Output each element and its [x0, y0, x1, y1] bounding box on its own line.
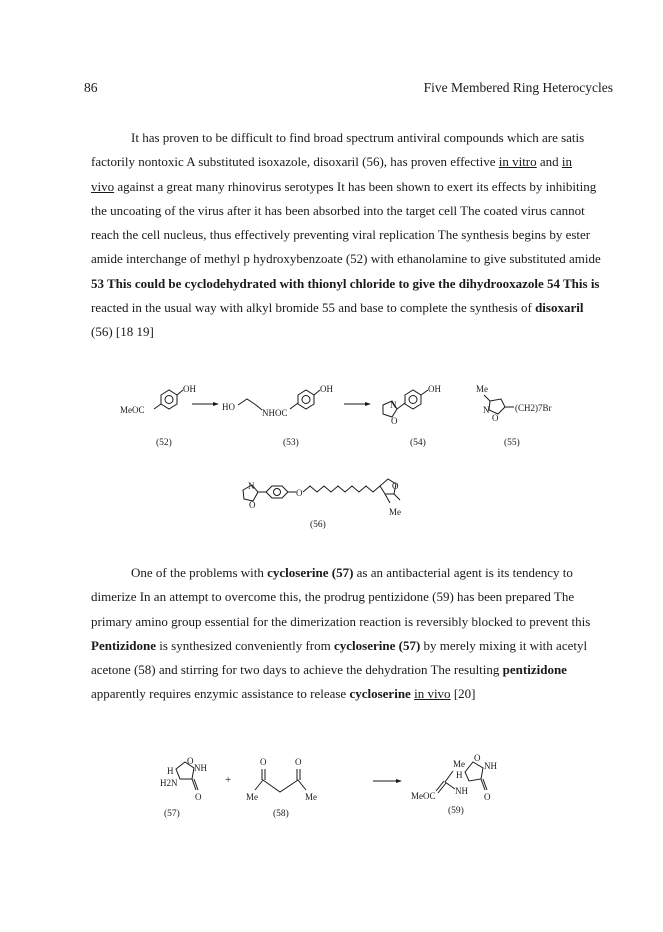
text-line: reach the cell nucleus, thus effectively preventing viral replication The synthesis begins by ester: [91, 227, 591, 243]
text-line: factorily nontoxic A substituted isoxazole, disoxaril (56), has proven effective in vitro and in: [91, 154, 573, 170]
atom-label: N: [390, 400, 397, 410]
atom-label: H2N: [160, 778, 178, 788]
text-line: dimerize In an attempt to overcome this, the prodrug pentizidone (59) has been prepared The: [91, 589, 575, 605]
text-line: vivo against a great many rhinovirus serotypes It has been shown to exert its effects by inhibiting: [91, 178, 597, 194]
atom-label: NH: [484, 761, 497, 771]
atom-label: Me: [246, 792, 258, 802]
text-line: One of the problems with cycloserine (57) as an antibacterial agent is its tendency to: [131, 565, 573, 580]
atom-label: O: [249, 500, 256, 510]
atom-label: O: [484, 792, 491, 802]
text-line: Pentizidone is synthesized conveniently from cycloserine (57) by merely mixing it with acetyl: [91, 637, 588, 653]
atom-label: NH: [455, 786, 468, 796]
atom-label: O: [187, 756, 194, 766]
text-line: 53 This could be cyclodehydrated with thionyl chloride to give the dihydrooxazole 54 This is: [91, 275, 600, 291]
plus-sign: +: [225, 774, 232, 786]
text-line: acetone (58) and stirring for two days to achieve the dehydration The resulting pentizidone: [91, 662, 567, 678]
atom-label: H: [167, 766, 174, 776]
compound-label: (56): [310, 520, 326, 530]
atom-label: OH: [320, 384, 333, 394]
underlined-term: in vitro: [498, 154, 537, 170]
structure-58: [246, 757, 317, 819]
atom-label: (CH2)7Br: [515, 403, 552, 413]
atom-label: O: [392, 481, 399, 491]
atom-label: O: [260, 757, 267, 767]
compound-label: (59): [448, 806, 464, 816]
text-line: reacted in the usual way with alkyl bromide 55 and base to complete the synthesis of disoxaril: [91, 300, 584, 316]
atom-label: O: [391, 416, 398, 426]
underlined-term: vivo: [91, 178, 115, 194]
text-line: (56) [18 19]: [91, 324, 154, 340]
compound-label: (54): [410, 438, 426, 448]
atom-label: Me: [305, 792, 317, 802]
atom-label: MeOC: [120, 405, 145, 415]
atom-label: OH: [428, 384, 441, 394]
bold-term: cycloserine: [349, 686, 411, 702]
structure-57: [160, 756, 207, 819]
compound-label: (58): [273, 809, 289, 819]
compound-label: (55): [504, 438, 520, 448]
atom-label: NHOC: [262, 408, 288, 418]
atom-label: Me: [453, 759, 465, 769]
atom-label: Me: [476, 384, 488, 394]
text-line: primary amino group essential for the dimerization reaction is reversibly blocked to prevent this: [91, 613, 591, 629]
atom-label: N: [483, 405, 490, 415]
compound-label: (52): [156, 438, 172, 448]
bold-term: cycloserine (57): [334, 637, 421, 653]
bold-term: disoxaril: [535, 300, 584, 316]
bold-term: cycloserine (57): [267, 565, 354, 580]
atom-label: O: [295, 757, 302, 767]
atom-label: O: [492, 413, 499, 423]
bold-term: Pentizidone: [91, 637, 156, 653]
atom-label: N: [248, 481, 255, 491]
text-line: amide interchange of methyl p hydroxybenzoate (52) with ethanolamine to give substituted amide: [91, 251, 601, 267]
structure-59: [411, 753, 497, 816]
atom-label: NH: [194, 763, 207, 773]
atom-label: HO: [222, 402, 235, 412]
text-line: It has proven to be difficult to find broad spectrum antiviral compounds which are satis: [131, 130, 585, 145]
page-number: 86: [84, 80, 98, 95]
atom-label: MeOC: [411, 791, 436, 801]
atom-label: O: [195, 792, 202, 802]
atom-label: H: [456, 770, 463, 780]
bold-term: pentizidone: [502, 662, 567, 678]
text-line: the uncoating of the virus after it has been absorbed into the target cell The coated virus cannot: [91, 202, 585, 218]
atom-label: Me: [389, 507, 401, 517]
atom-label: OH: [183, 384, 196, 394]
arrowhead: [396, 779, 402, 783]
compound-label: (57): [164, 809, 180, 819]
atom-label: O: [474, 753, 481, 763]
text-line: apparently requires enzymic assistance to release cycloserine in vivo [20]: [91, 686, 476, 702]
running-title: Five Membered Ring Heterocycles: [423, 80, 613, 95]
compound-label: (53): [283, 438, 299, 448]
atom-label: O: [296, 488, 303, 498]
underlined-term: in: [561, 154, 573, 170]
underlined-term: in vivo: [414, 686, 451, 702]
